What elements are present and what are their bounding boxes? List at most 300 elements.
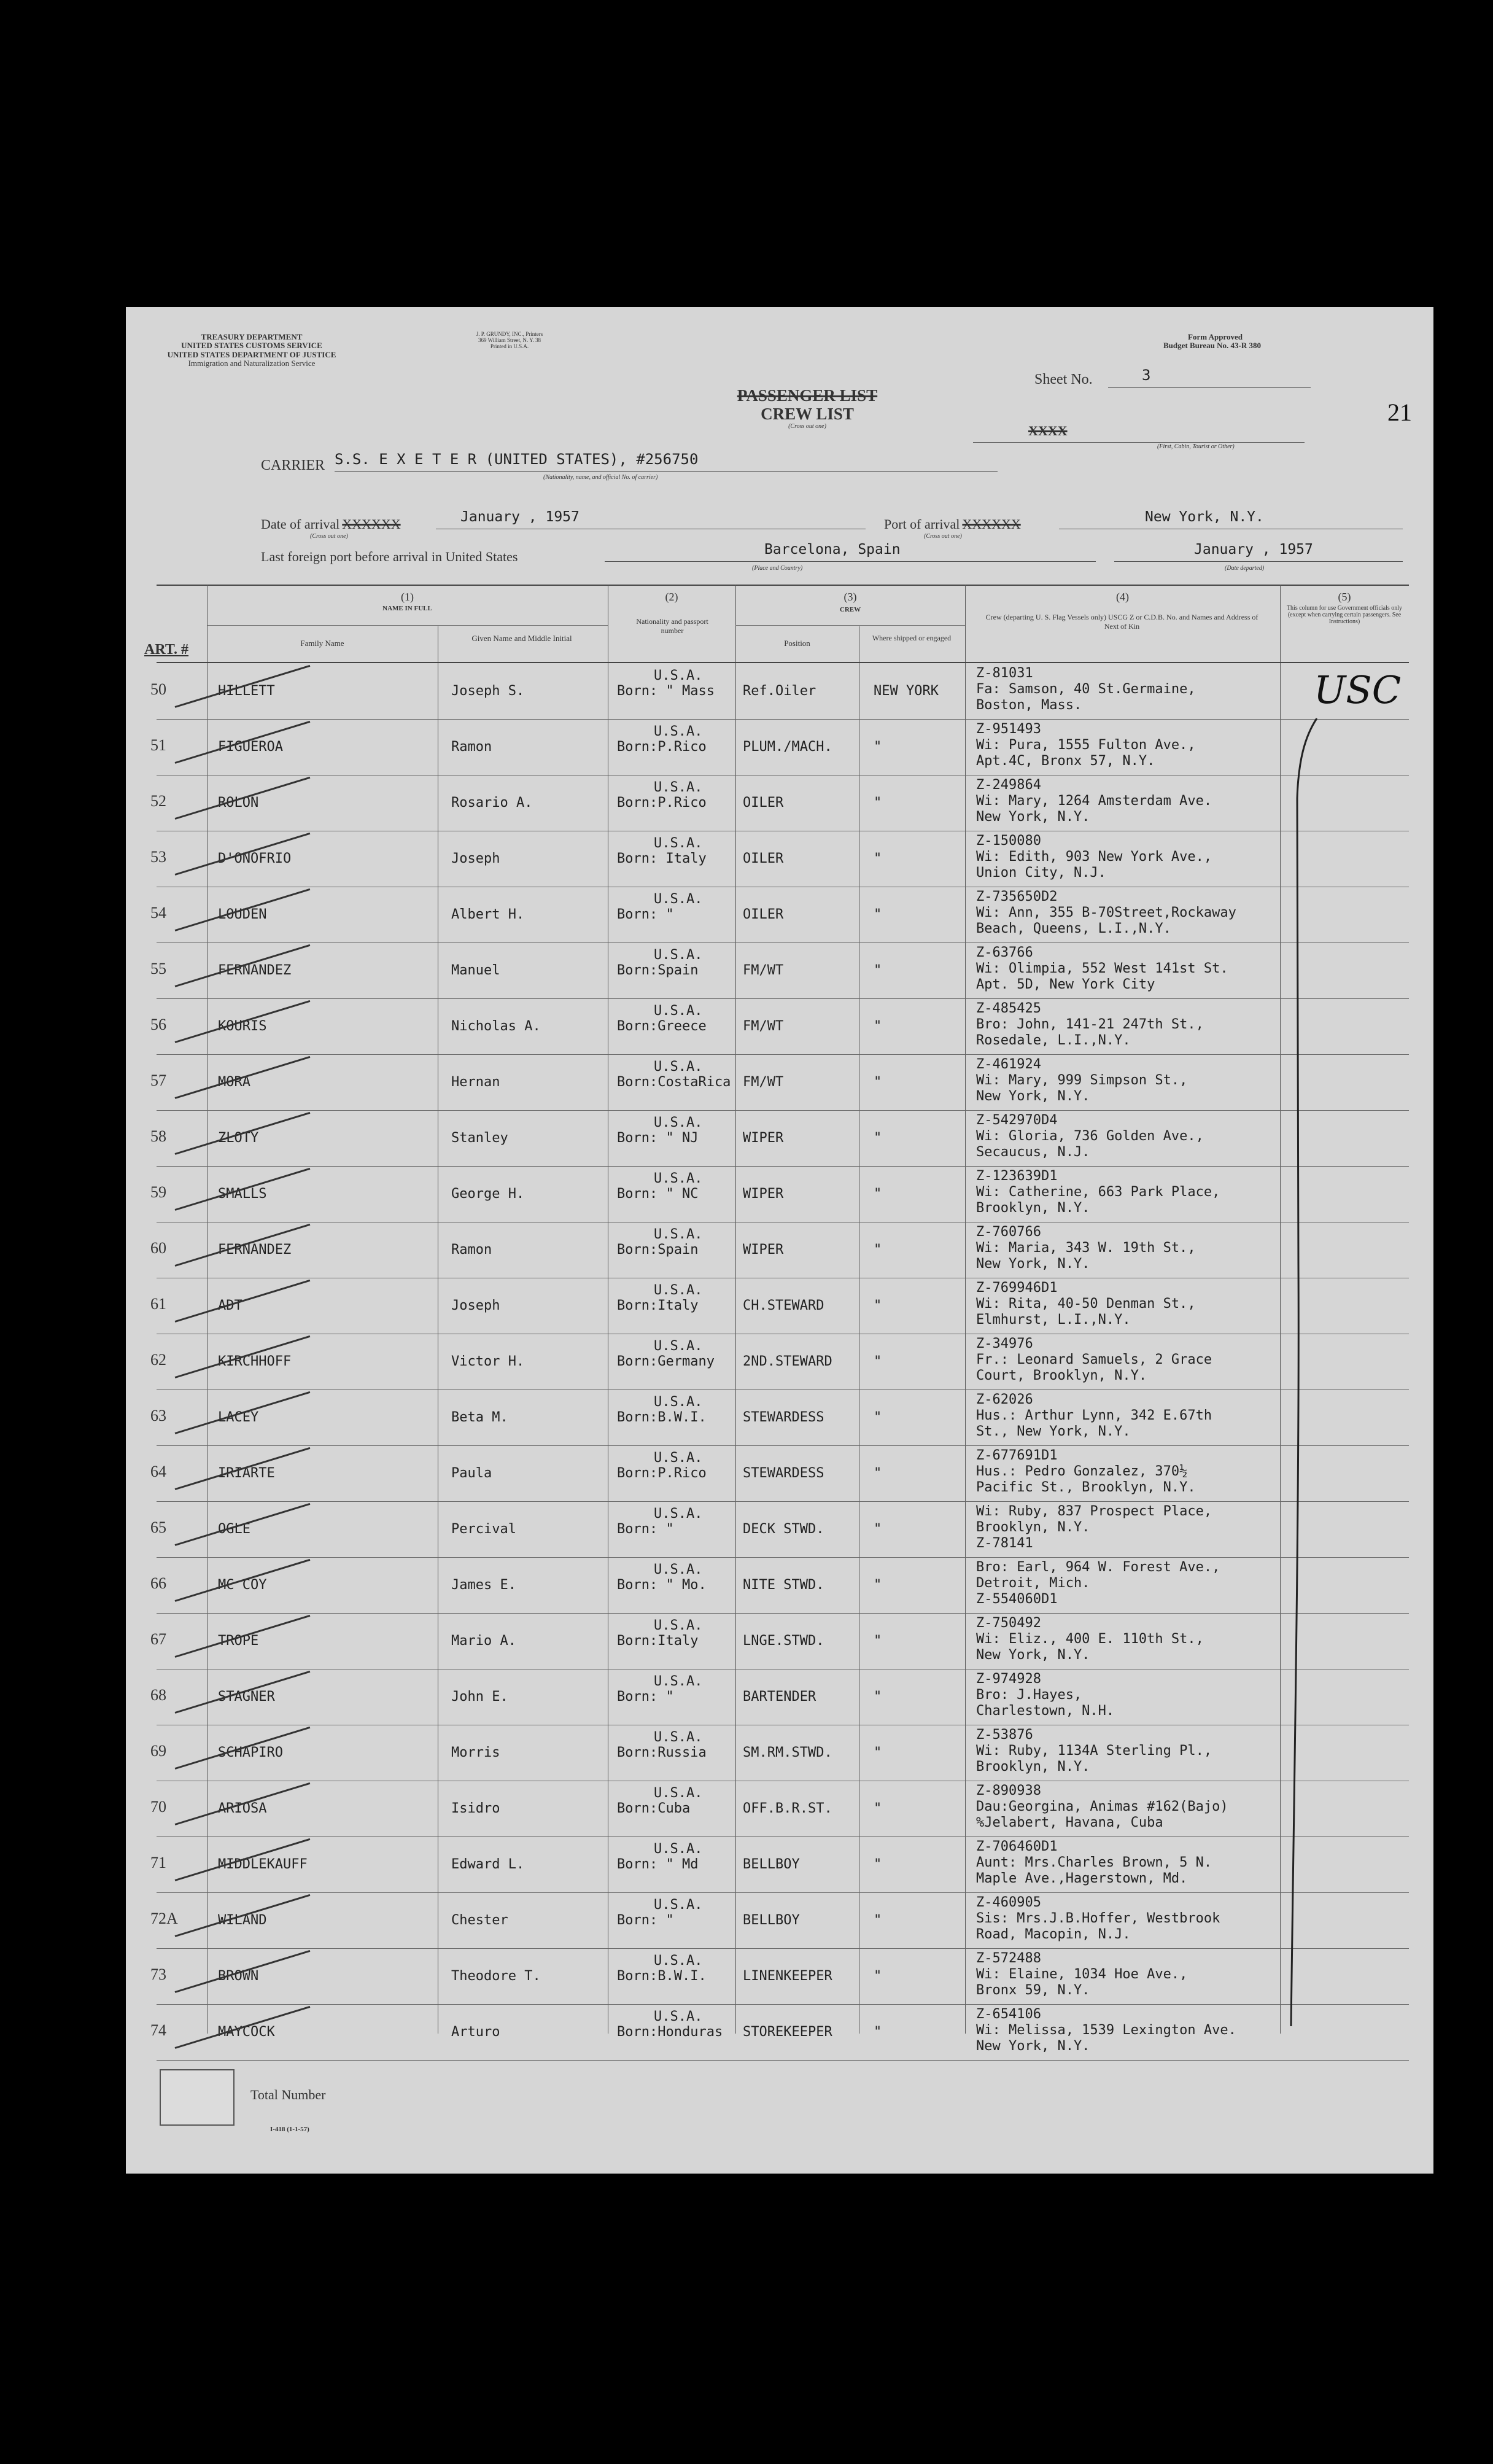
crew-row bbox=[126, 1334, 1433, 1389]
port-of-arrival: New York, N.Y. bbox=[1059, 510, 1403, 529]
given-name: George H. bbox=[451, 1186, 525, 1202]
position: FM/WT bbox=[743, 1075, 784, 1090]
check-stroke bbox=[175, 665, 311, 708]
subhead-rule-1 bbox=[207, 625, 608, 626]
nationality: U.S.A. bbox=[654, 1953, 703, 1968]
title-note: (Cross out one) bbox=[788, 423, 826, 430]
shipped-at: " bbox=[874, 1801, 882, 1816]
crew-row bbox=[126, 1054, 1433, 1110]
art-number: 72A bbox=[150, 1910, 178, 1927]
kin-line-1: Z-249864 bbox=[976, 777, 1041, 793]
position: Ref.Oiler bbox=[743, 683, 816, 699]
kin-line-2: Wi: Melissa, 1539 Lexington Ave. bbox=[976, 2023, 1236, 2038]
crew-row bbox=[126, 1669, 1433, 1725]
printer-line: J. P. GRUNDY, INC., Printers bbox=[476, 331, 543, 337]
art-number: 59 bbox=[150, 1183, 166, 1201]
crew-row bbox=[126, 887, 1433, 942]
nationality: U.S.A. bbox=[654, 1562, 703, 1577]
row-rule bbox=[157, 2060, 1409, 2061]
birthplace: Born:Italy bbox=[617, 1298, 699, 1313]
kin-line-2: Fa: Samson, 40 St.Germaine, bbox=[976, 682, 1196, 697]
check-stroke bbox=[175, 1056, 311, 1099]
birthplace: Born:CostaRica bbox=[617, 1075, 731, 1090]
kin-line-1: Z-890938 bbox=[976, 1783, 1041, 1798]
position: FM/WT bbox=[743, 963, 784, 978]
shipped-at: " bbox=[874, 1298, 882, 1313]
given-name: John E. bbox=[451, 1689, 508, 1704]
given-name: Ramon bbox=[451, 1242, 492, 1257]
given-name: Nicholas A. bbox=[451, 1019, 541, 1034]
nationality: U.S.A. bbox=[654, 892, 703, 907]
shipped-at: " bbox=[874, 795, 882, 810]
position: OFF.B.R.ST. bbox=[743, 1801, 832, 1816]
art-number: 65 bbox=[150, 1518, 166, 1536]
family-name: TROPE bbox=[218, 1633, 259, 1649]
kin-line-3: Brooklyn, N.Y. bbox=[976, 1759, 1090, 1774]
kin-line-2: Wi: Elaine, 1034 Hoe Ave., bbox=[976, 1967, 1188, 1982]
kin-line-3: Z-78141 bbox=[976, 1536, 1033, 1551]
position: STEWARDESS bbox=[743, 1410, 824, 1425]
printer-imprint bbox=[451, 332, 568, 350]
col-position: Position bbox=[784, 639, 810, 648]
birthplace: Born:P.Rico bbox=[617, 739, 707, 755]
kin-line-2: Wi: Mary, 999 Simpson St., bbox=[976, 1073, 1188, 1088]
arrival-note: (Cross out one) bbox=[310, 533, 348, 540]
kin-line-3: New York, N.Y. bbox=[976, 1647, 1090, 1663]
kin-line-3: Rosedale, L.I.,N.Y. bbox=[976, 1033, 1131, 1048]
position: FM/WT bbox=[743, 1019, 784, 1034]
given-name: Isidro bbox=[451, 1801, 500, 1816]
family-name: MC COY bbox=[218, 1577, 267, 1593]
birthplace: Born:P.Rico bbox=[617, 795, 707, 810]
given-name: Edward L. bbox=[451, 1857, 525, 1872]
shipped-at: " bbox=[874, 1466, 882, 1481]
birthplace: Born:P.Rico bbox=[617, 1466, 707, 1481]
form-approved-line: Form Approved bbox=[1188, 332, 1243, 341]
position: BARTENDER bbox=[743, 1689, 816, 1704]
crew-row bbox=[126, 1166, 1433, 1222]
kin-line-3: Apt. 5D, New York City bbox=[976, 977, 1155, 992]
crew-row bbox=[126, 1948, 1433, 2004]
given-name: Beta M. bbox=[451, 1410, 508, 1425]
given-name: Albert H. bbox=[451, 907, 525, 922]
shipped-at: NEW YORK bbox=[874, 683, 939, 699]
position: NITE STWD. bbox=[743, 1577, 824, 1593]
family-name: ROLON bbox=[218, 795, 259, 810]
nationality: U.S.A. bbox=[654, 1450, 703, 1466]
page-number: 21 bbox=[1387, 398, 1412, 426]
crew-row bbox=[126, 1501, 1433, 1557]
art-number: 51 bbox=[150, 736, 166, 754]
col2-number: (2) bbox=[665, 591, 678, 603]
nationality: U.S.A. bbox=[654, 1841, 703, 1857]
kin-line-1: Z-760766 bbox=[976, 1224, 1041, 1240]
nationality: U.S.A. bbox=[654, 1283, 703, 1298]
kin-line-3: Elmhurst, L.I.,N.Y. bbox=[976, 1312, 1131, 1327]
art-number: 66 bbox=[150, 1574, 166, 1592]
position: LINENKEEPER bbox=[743, 1968, 832, 1984]
art-number: 62 bbox=[150, 1351, 166, 1369]
port-note: (Cross out one) bbox=[924, 533, 962, 540]
col-shipped: Where shipped or engaged bbox=[872, 634, 952, 642]
birthplace: Born: " NJ bbox=[617, 1130, 699, 1146]
nationality: U.S.A. bbox=[654, 1730, 703, 1745]
list-title: CREW LIST bbox=[761, 404, 854, 423]
given-name: Joseph bbox=[451, 1298, 500, 1313]
col1-title: NAME IN FULL bbox=[382, 605, 432, 612]
nationality: U.S.A. bbox=[654, 668, 703, 683]
col4-title: Crew (departing U. S. Flag Vessels only) USCG Z or C.D.B. No. and Names and Address of Next of Kin bbox=[985, 613, 1258, 631]
kin-line-1: Z-951493 bbox=[976, 721, 1041, 737]
birthplace: Born: Italy bbox=[617, 851, 707, 866]
art-number: 57 bbox=[150, 1071, 166, 1089]
family-name: SMALLS bbox=[218, 1186, 267, 1202]
kin-line-2: Wi: Catherine, 663 Park Place, bbox=[976, 1184, 1220, 1200]
col3-number: (3) bbox=[843, 591, 857, 603]
birthplace: Born:Russia bbox=[617, 1745, 707, 1760]
family-name: HILLETT bbox=[218, 683, 275, 699]
shipped-at: " bbox=[874, 1130, 882, 1146]
art-number: 60 bbox=[150, 1239, 166, 1257]
position: 2ND.STEWARD bbox=[743, 1354, 832, 1369]
birthplace: Born:Spain bbox=[617, 963, 699, 978]
check-stroke bbox=[175, 1615, 311, 1658]
nationality: U.S.A. bbox=[654, 1897, 703, 1913]
position: WIPER bbox=[743, 1186, 784, 1202]
kin-line-3: %Jelabert, Havana, Cuba bbox=[976, 1815, 1163, 1830]
birthplace: Born:Spain bbox=[617, 1242, 699, 1257]
agency-line: Immigration and Naturalization Service bbox=[188, 358, 316, 368]
kin-line-3: Z-554060D1 bbox=[976, 1591, 1058, 1607]
kin-line-3: Boston, Mass. bbox=[976, 698, 1082, 713]
position: STEWARDESS bbox=[743, 1466, 824, 1481]
kin-line-3: Apt.4C, Bronx 57, N.Y. bbox=[976, 753, 1155, 769]
family-name: SCHAPIRO bbox=[218, 1745, 283, 1760]
crew-row bbox=[126, 1445, 1433, 1501]
position: PLUM./MACH. bbox=[743, 739, 832, 755]
shipped-at: " bbox=[874, 1522, 882, 1537]
kin-line-1: Z-34976 bbox=[976, 1336, 1033, 1351]
official-mark: USC bbox=[1314, 667, 1402, 712]
crew-row bbox=[126, 2004, 1433, 2060]
nationality: U.S.A. bbox=[654, 1171, 703, 1186]
check-stroke bbox=[175, 1280, 311, 1323]
crew-row bbox=[126, 1892, 1433, 1948]
check-stroke bbox=[175, 1782, 311, 1825]
art-number: 63 bbox=[150, 1407, 166, 1424]
kin-line-1: Z-706460D1 bbox=[976, 1839, 1058, 1854]
nationality: U.S.A. bbox=[654, 1394, 703, 1410]
kin-line-1: Z-485425 bbox=[976, 1001, 1041, 1016]
nationality: U.S.A. bbox=[654, 1059, 703, 1075]
col4-number: (4) bbox=[1116, 591, 1129, 603]
passenger-list-struck: PASSENGER LIST bbox=[737, 386, 878, 405]
family-name: ADT bbox=[218, 1298, 242, 1313]
crew-row bbox=[126, 1613, 1433, 1669]
nationality: U.S.A. bbox=[654, 780, 703, 795]
kin-line-1: Z-572488 bbox=[976, 1951, 1041, 1966]
printer-line: 369 William Street, N. Y. 38 bbox=[478, 336, 541, 343]
crew-row bbox=[126, 1725, 1433, 1781]
kin-line-2: Hus.: Pedro Gonzalez, 370½ bbox=[976, 1464, 1188, 1479]
birthplace: Born: " bbox=[617, 1522, 674, 1537]
sheet-number: 3 bbox=[1108, 367, 1311, 388]
position: OILER bbox=[743, 851, 784, 866]
printer-line: Printed in U.S.A. bbox=[490, 343, 529, 349]
col1-number: (1) bbox=[401, 591, 414, 603]
check-stroke bbox=[175, 888, 311, 931]
shipped-at: " bbox=[874, 1689, 882, 1704]
arrival-struck: XXXXXX bbox=[342, 516, 401, 532]
given-name: Manuel bbox=[451, 963, 500, 978]
date-departed: January , 1957 bbox=[1114, 542, 1403, 562]
kin-line-3: Charlestown, N.H. bbox=[976, 1703, 1115, 1719]
family-name: MIDDLEKAUFF bbox=[218, 1857, 308, 1872]
birthplace: Born:Italy bbox=[617, 1633, 699, 1649]
shipped-at: " bbox=[874, 1968, 882, 1984]
shipped-at: " bbox=[874, 739, 882, 755]
check-stroke bbox=[175, 777, 311, 820]
kin-line-1: Z-81031 bbox=[976, 666, 1033, 681]
kin-line-1: Wi: Ruby, 837 Prospect Place, bbox=[976, 1504, 1212, 1519]
family-name: MAYCOCK bbox=[218, 2024, 275, 2040]
position: WIPER bbox=[743, 1130, 784, 1146]
art-number: 70 bbox=[150, 1798, 166, 1816]
class-struck: XXXX bbox=[1028, 423, 1068, 438]
form-approved bbox=[1163, 333, 1261, 351]
kin-line-2: Wi: Pura, 1555 Fulton Ave., bbox=[976, 737, 1196, 753]
col-given-name: Given Name and Middle Initial bbox=[471, 634, 572, 643]
lastport-note: (Place and Country) bbox=[752, 565, 803, 572]
nationality: U.S.A. bbox=[654, 2009, 703, 2024]
check-stroke bbox=[175, 1503, 311, 1546]
kin-line-1: Z-769946D1 bbox=[976, 1280, 1058, 1296]
nationality: U.S.A. bbox=[654, 836, 703, 851]
col5-title: This column for use Government officials only (except when carrying certain passengers. See Instructions) bbox=[1286, 605, 1403, 625]
nationality: U.S.A. bbox=[654, 724, 703, 739]
kin-line-2: Wi: Ruby, 1134A Sterling Pl., bbox=[976, 1743, 1212, 1759]
nationality: U.S.A. bbox=[654, 1506, 703, 1522]
given-name: Victor H. bbox=[451, 1354, 525, 1369]
given-name: Morris bbox=[451, 1745, 500, 1760]
art-number: 68 bbox=[150, 1686, 166, 1704]
crew-row bbox=[126, 998, 1433, 1054]
family-name: ZLOTY bbox=[218, 1130, 259, 1146]
crew-row bbox=[126, 719, 1433, 775]
crew-row bbox=[126, 1110, 1433, 1166]
kin-line-1: Z-460905 bbox=[976, 1895, 1041, 1910]
position: WIPER bbox=[743, 1242, 784, 1257]
position: STOREKEEPER bbox=[743, 2024, 832, 2040]
birthplace: Born: " Md bbox=[617, 1857, 699, 1872]
kin-line-2: Dau:Georgina, Animas #162(Bajo) bbox=[976, 1799, 1228, 1814]
given-name: Stanley bbox=[451, 1130, 508, 1146]
kin-line-3: Secaucus, N.J. bbox=[976, 1145, 1090, 1160]
family-name: IRIARTE bbox=[218, 1466, 275, 1481]
kin-line-2: Wi: Gloria, 736 Golden Ave., bbox=[976, 1129, 1204, 1144]
position: SM.RM.STWD. bbox=[743, 1745, 832, 1760]
family-name: KOURIS bbox=[218, 1019, 267, 1034]
birthplace: Born: " bbox=[617, 907, 674, 922]
shipped-at: " bbox=[874, 1075, 882, 1090]
kin-line-1: Z-62026 bbox=[976, 1392, 1033, 1407]
crew-list-form bbox=[126, 307, 1433, 2174]
check-stroke bbox=[175, 1447, 311, 1490]
shipped-at: " bbox=[874, 1242, 882, 1257]
crew-row bbox=[126, 1557, 1433, 1613]
position: OILER bbox=[743, 907, 784, 922]
kin-line-2: Wi: Maria, 343 W. 19th St., bbox=[976, 1240, 1196, 1256]
shipped-at: " bbox=[874, 1354, 882, 1369]
given-name: Mario A. bbox=[451, 1633, 516, 1649]
art-number: 64 bbox=[150, 1463, 166, 1480]
check-stroke bbox=[175, 1000, 311, 1043]
nationality: U.S.A. bbox=[654, 1786, 703, 1801]
kin-line-2: Bro: J.Hayes, bbox=[976, 1687, 1082, 1703]
shipped-at: " bbox=[874, 1745, 882, 1760]
check-stroke bbox=[175, 721, 311, 764]
shipped-at: " bbox=[874, 1633, 882, 1649]
family-name: MORA bbox=[218, 1075, 250, 1090]
table-top-rule bbox=[157, 585, 1409, 586]
position: OILER bbox=[743, 795, 784, 810]
shipped-at: " bbox=[874, 2024, 882, 2040]
given-name: James E. bbox=[451, 1577, 516, 1593]
shipped-at: " bbox=[874, 1186, 882, 1202]
kin-line-3: Beach, Queens, L.I.,N.Y. bbox=[976, 921, 1171, 936]
check-stroke bbox=[175, 2006, 311, 2049]
kin-line-1: Z-461924 bbox=[976, 1057, 1041, 1072]
crew-row bbox=[126, 775, 1433, 831]
shipped-at: " bbox=[874, 1857, 882, 1872]
art-number: 56 bbox=[150, 1016, 166, 1033]
port-struck: XXXXXX bbox=[962, 516, 1021, 532]
art-number: 71 bbox=[150, 1854, 166, 1871]
birthplace: Born: " bbox=[617, 1689, 674, 1704]
port-label bbox=[884, 517, 1021, 532]
check-stroke bbox=[175, 1894, 311, 1937]
kin-line-2: Aunt: Mrs.Charles Brown, 5 N. bbox=[976, 1855, 1212, 1870]
kin-line-1: Z-63766 bbox=[976, 945, 1033, 960]
art-number: 53 bbox=[150, 848, 166, 866]
form-number: I-418 (1-1-57) bbox=[270, 2126, 309, 2133]
shipped-at: " bbox=[874, 1577, 882, 1593]
given-name: Ramon bbox=[451, 739, 492, 755]
art-number: 73 bbox=[150, 1965, 166, 1983]
kin-line-1: Z-53876 bbox=[976, 1727, 1033, 1743]
shipped-at: " bbox=[874, 851, 882, 866]
kin-line-1: Z-654106 bbox=[976, 2007, 1041, 2022]
agency-header bbox=[160, 333, 344, 368]
kin-line-3: Maple Ave.,Hagerstown, Md. bbox=[976, 1871, 1188, 1886]
sheet-label: Sheet No. bbox=[1034, 371, 1093, 387]
given-name: Joseph bbox=[451, 851, 500, 866]
given-name: Percival bbox=[451, 1522, 516, 1537]
family-name: WILAND bbox=[218, 1913, 267, 1928]
birthplace: Born: " Mo. bbox=[617, 1577, 707, 1593]
check-stroke bbox=[175, 1112, 311, 1155]
col-family-name: Family Name bbox=[300, 639, 344, 648]
family-name: STAGNER bbox=[218, 1689, 275, 1704]
given-name: Theodore T. bbox=[451, 1968, 541, 1984]
last-foreign-port: Barcelona, Spain bbox=[605, 542, 1096, 562]
carrier-value: S.S. E X E T E R (UNITED STATES), #256750 bbox=[335, 451, 998, 472]
given-name: Rosario A. bbox=[451, 795, 533, 810]
family-name: FERNANDEZ bbox=[218, 1242, 292, 1257]
family-name: D'ONOFRIO bbox=[218, 851, 292, 866]
lastport-label: Last foreign port before arrival in United States bbox=[261, 549, 518, 564]
kin-line-1: Z-150080 bbox=[976, 833, 1041, 849]
kin-line-3: Pacific St., Brooklyn, N.Y. bbox=[976, 1480, 1196, 1495]
position: LNGE.STWD. bbox=[743, 1633, 824, 1649]
art-number: 55 bbox=[150, 960, 166, 977]
kin-line-3: Union City, N.J. bbox=[976, 865, 1106, 880]
kin-line-1: Z-123639D1 bbox=[976, 1168, 1058, 1184]
official-check-line bbox=[1280, 712, 1409, 2032]
shipped-at: " bbox=[874, 1410, 882, 1425]
crew-row bbox=[126, 831, 1433, 887]
budget-bureau-line: Budget Bureau No. 43-R 380 bbox=[1163, 341, 1262, 351]
arrival-label-text: Date of arrival bbox=[261, 516, 340, 532]
kin-line-3: Bronx 59, N.Y. bbox=[976, 1983, 1090, 1998]
kin-line-2: Wi: Ann, 355 B-70Street,Rockaway bbox=[976, 905, 1236, 920]
kin-line-1: Z-677691D1 bbox=[976, 1448, 1058, 1463]
kin-line-2: Detroit, Mich. bbox=[976, 1576, 1090, 1591]
position: DECK STWD. bbox=[743, 1522, 824, 1537]
kin-line-2: Hus.: Arthur Lynn, 342 E.67th bbox=[976, 1408, 1212, 1423]
kin-line-2: Bro: John, 141-21 247th St., bbox=[976, 1017, 1204, 1032]
family-name: OGLE bbox=[218, 1522, 250, 1537]
check-stroke bbox=[175, 1168, 311, 1211]
position: CH.STEWARD bbox=[743, 1298, 824, 1313]
total-number-label: Total Number bbox=[250, 2087, 326, 2102]
birthplace: Born: " Mass bbox=[617, 683, 715, 699]
kin-line-2: Brooklyn, N.Y. bbox=[976, 1520, 1090, 1535]
family-name: FIGUEROA bbox=[218, 739, 283, 755]
kin-line-3: New York, N.Y. bbox=[976, 2038, 1090, 2054]
position: BELLBOY bbox=[743, 1913, 800, 1928]
family-name: BROWN bbox=[218, 1968, 259, 1984]
kin-line-1: Z-735650D2 bbox=[976, 889, 1058, 904]
agency-line: TREASURY DEPARTMENT bbox=[201, 332, 303, 341]
crew-row bbox=[126, 1781, 1433, 1836]
nationality: U.S.A. bbox=[654, 1227, 703, 1242]
kin-line-2: Wi: Edith, 903 New York Ave., bbox=[976, 849, 1212, 865]
class-note: (First, Cabin, Tourist or Other) bbox=[1157, 443, 1235, 450]
port-label-text: Port of arrival bbox=[884, 516, 960, 532]
agency-line: UNITED STATES CUSTOMS SERVICE bbox=[181, 341, 322, 351]
list-title-block bbox=[715, 387, 899, 430]
check-stroke bbox=[175, 1671, 311, 1714]
kin-line-2: Sis: Mrs.J.B.Hoffer, Westbrook bbox=[976, 1911, 1220, 1926]
col5-number: (5) bbox=[1338, 591, 1351, 603]
check-stroke bbox=[175, 1727, 311, 1770]
nationality: U.S.A. bbox=[654, 1674, 703, 1689]
art-number: 69 bbox=[150, 1742, 166, 1760]
crew-row bbox=[126, 1222, 1433, 1278]
birthplace: Born:B.W.I. bbox=[617, 1968, 707, 1984]
family-name: KIRCHHOFF bbox=[218, 1354, 292, 1369]
kin-line-2: Wi: Eliz., 400 E. 110th St., bbox=[976, 1631, 1204, 1647]
family-name: FERNANDEZ bbox=[218, 963, 292, 978]
shipped-at: " bbox=[874, 1913, 882, 1928]
kin-line-1: Bro: Earl, 964 W. Forest Ave., bbox=[976, 1560, 1220, 1575]
kin-line-2: Fr.: Leonard Samuels, 2 Grace bbox=[976, 1352, 1212, 1367]
kin-line-1: Z-750492 bbox=[976, 1615, 1041, 1631]
arrival-date: January , 1957 bbox=[436, 510, 866, 529]
kin-line-2: Wi: Olimpia, 552 West 141st St. bbox=[976, 961, 1228, 976]
kin-line-1: Z-974928 bbox=[976, 1671, 1041, 1687]
